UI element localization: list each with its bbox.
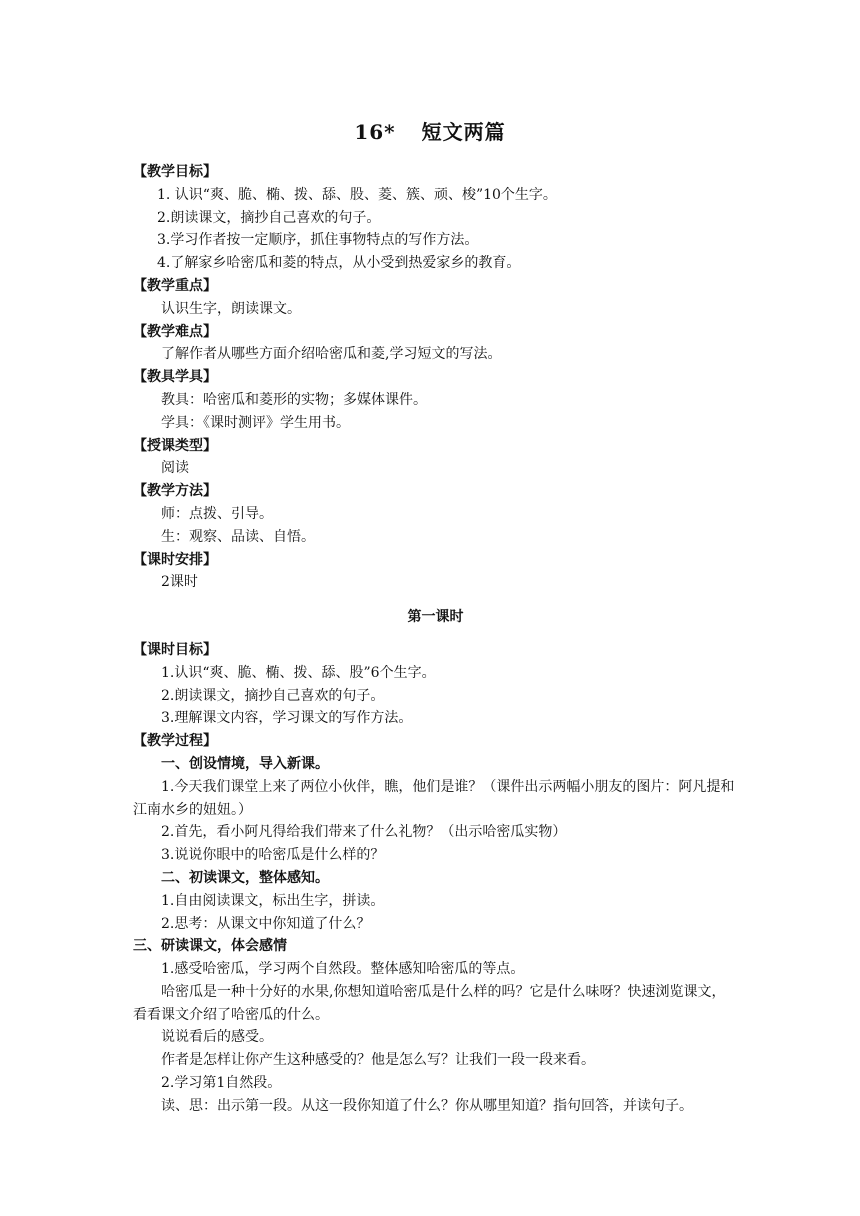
goal-item: 4.了解家乡哈密瓜和菱的特点，从小受到热爱家乡的教育。 (157, 255, 521, 272)
process-paragraph: 1.感受哈密瓜，学习两个自然段。整体感知哈密瓜的等点。 (161, 961, 525, 978)
section-heading-methods: 【教学方法】 (133, 483, 217, 500)
section-text: 师：点拨、引导。 (161, 505, 273, 522)
goal-item: 1. 认识“爽、脆、椭、拨、舔、股、菱、簇、顽、梭”10个生字。 (157, 186, 557, 203)
document-body (133, 161, 738, 1118)
lesson-goal-item: 3.理解课文内容，学习课文的写作方法。 (161, 710, 413, 727)
lesson-goal-item: 1.认识“爽、脆、椭、拨、舔、股”6个生字。 (161, 664, 436, 681)
goal-item: 3.学习作者按一定顺序，抓住事物特点的写作方法。 (157, 232, 479, 249)
section-text: 生：观察、品读、自悟。 (161, 528, 315, 545)
process-paragraph: 读、思：出示第一段。从这一段你知道了什么？你从哪里知道？指句回答，并读句子。 (161, 1097, 693, 1114)
process-paragraph: 2.首先，看小阿凡得给我们带来了什么礼物？（出示哈密瓜实物） (161, 824, 567, 841)
section-text: 教具：哈密瓜和菱形的实物；多媒体课件。 (161, 391, 427, 408)
process-paragraph: 说说看后的感受。 (161, 1029, 273, 1046)
section-heading-key-points: 【教学重点】 (133, 277, 217, 294)
process-paragraph: 1.今天我们课堂上来了两位小伙伴，瞧，他们是谁？（课件出示两幅小朋友的图片：阿凡提和江南水乡的妞妞。） (133, 778, 735, 818)
process-paragraph: 2.学习第1自然段。 (161, 1075, 282, 1092)
process-step-heading: 一、创设情境，导入新课。 (161, 755, 329, 772)
lesson-number: 16* (354, 120, 396, 144)
lesson-goal-item: 2.朗读课文，摘抄自己喜欢的句子。 (161, 687, 385, 704)
section-heading-process: 【教学过程】 (133, 733, 217, 750)
process-paragraph: 2.思考：从课文中你知道了什么？ (161, 915, 371, 932)
lesson-subtitle: 第一课时 (407, 609, 464, 626)
section-text: 阅读 (161, 460, 189, 477)
section-text: 学具：《课时测评》学生用书。 (161, 414, 350, 431)
goal-item: 2.朗读课文，摘抄自己喜欢的句子。 (157, 209, 381, 226)
title-text: 短文两篇 (421, 120, 506, 144)
process-paragraph: 作者是怎样让你产生这种感受的？他是怎么写？让我们一段一段来看。 (161, 1052, 595, 1069)
section-heading-difficulties: 【教学难点】 (133, 323, 217, 340)
process-step-heading: 三、研读课文，体会感情 (133, 938, 287, 955)
section-heading-lesson-type: 【授课类型】 (133, 437, 217, 454)
section-text: 认识生字，朗读课文。 (161, 300, 301, 317)
section-heading-lesson-goals: 【课时目标】 (133, 641, 217, 658)
section-heading-teaching-aids: 【教具学具】 (133, 369, 217, 386)
process-paragraph: 哈密瓜是一种十分好的水果,你想知道哈密瓜是什么样的吗？它是什么味呀？快速浏览课文，看看课文介绍了哈密瓜的什么。 (133, 983, 726, 1023)
document-title (0, 116, 860, 145)
section-heading-teaching-goals: 【教学目标】 (133, 164, 217, 180)
process-paragraph: 1.自由阅读课文，标出生字，拼读。 (161, 892, 385, 909)
section-text: 2课时 (161, 574, 198, 591)
process-step-heading: 二、初读课文，整体感知。 (161, 869, 329, 886)
process-paragraph: 3.说说你眼中的哈密瓜是什么样的？ (161, 847, 385, 864)
section-heading-schedule: 【课时安排】 (133, 551, 217, 568)
section-text: 了解作者从哪些方面介绍哈密瓜和菱,学习短文的写法。 (161, 346, 502, 363)
